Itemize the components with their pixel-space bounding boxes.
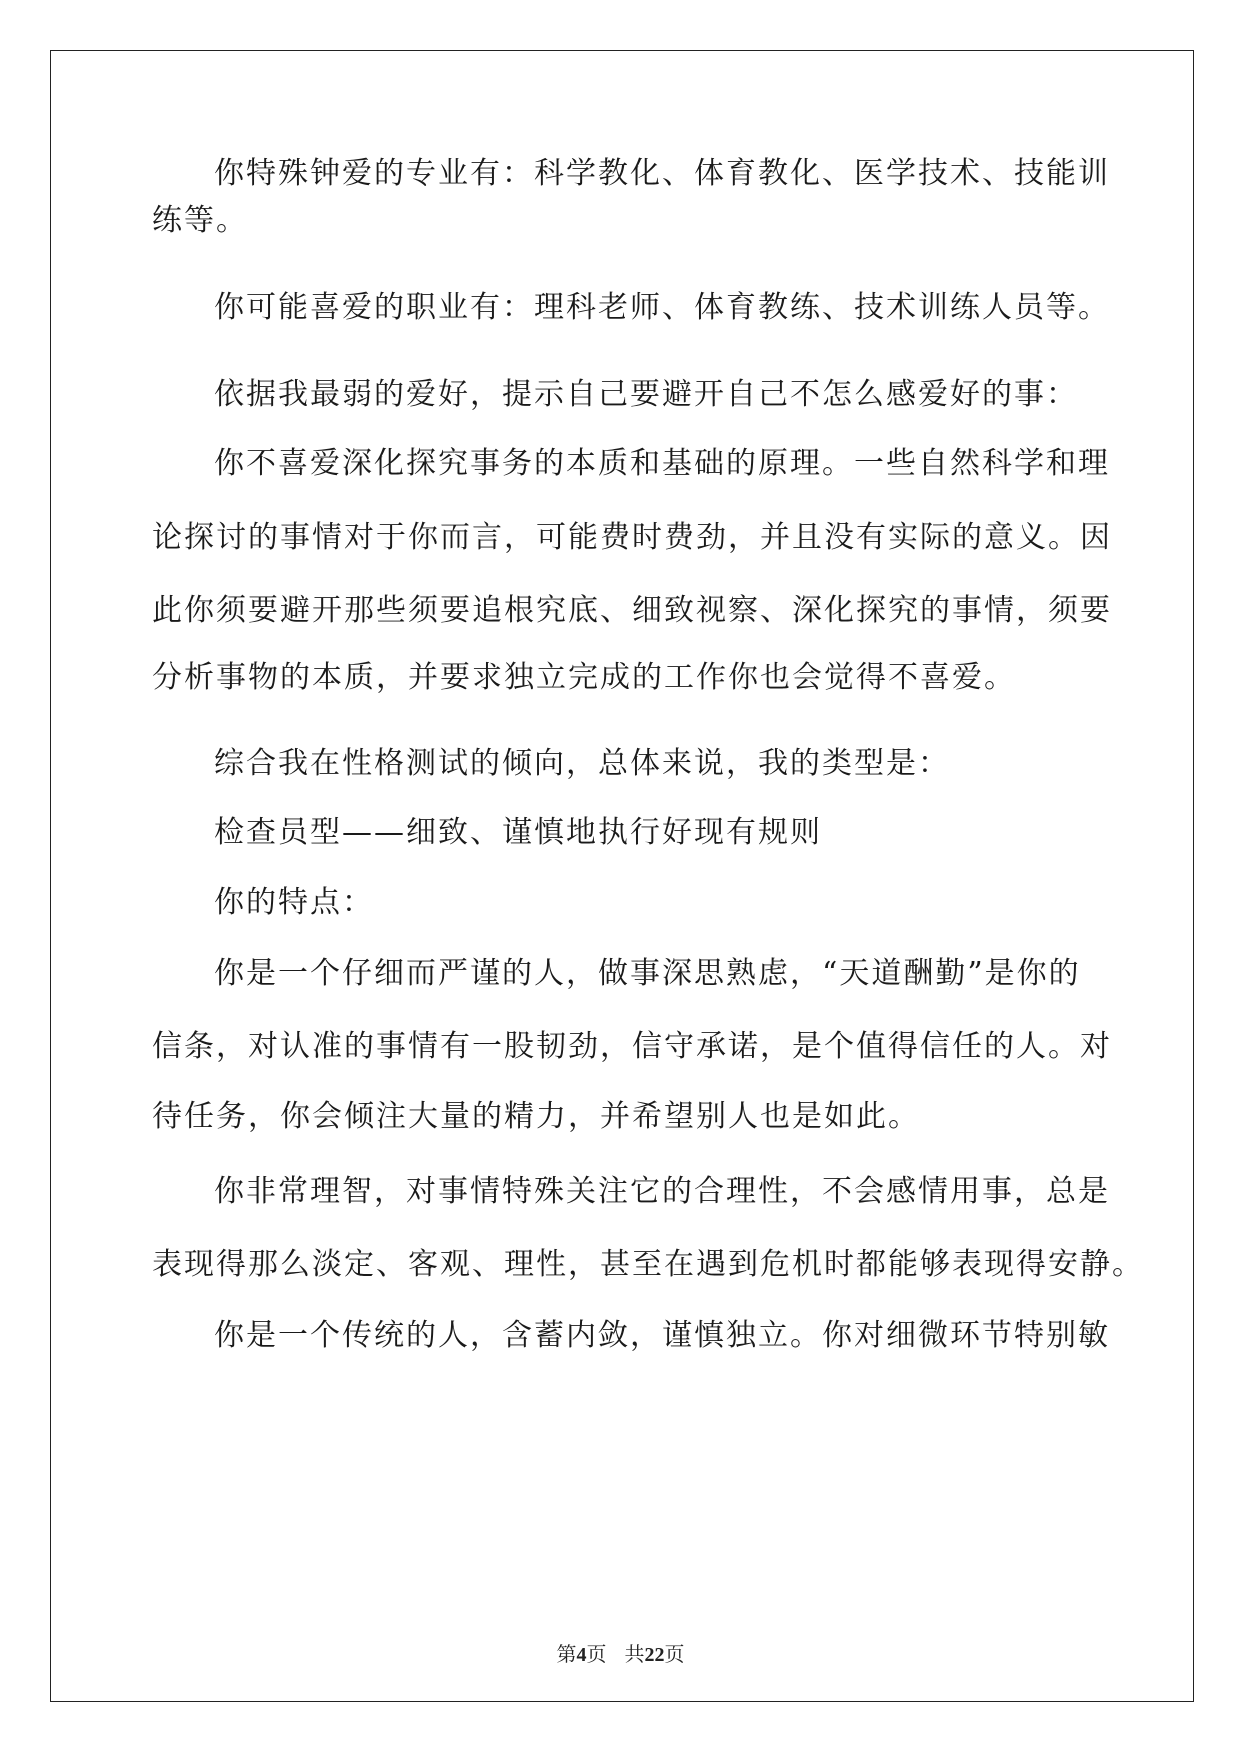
paragraph-line: 待任务，你会倾注大量的精力，并希望别人也是如此。	[152, 1099, 920, 1134]
paragraph-line: 此你须要避开那些须要追根究底、细致视察、深化探究的事情，须要	[152, 593, 1112, 628]
total-unit: 页	[664, 1644, 685, 1666]
page-unit: 页	[586, 1644, 607, 1666]
paragraph-line: 信条，对认准的事情有一股韧劲，信守承诺，是个值得信任的人。对	[152, 1029, 1112, 1064]
paragraph-line: 你是一个仔细而严谨的人，做事深思熟虑，“天道酬勤”是你的	[214, 956, 1081, 991]
page-current: 4	[576, 1644, 587, 1666]
paragraph-line: 你特殊钟爱的专业有：科学教化、体育教化、医学技术、技能训	[214, 156, 1110, 191]
paragraph-line: 你非常理智，对事情特殊关注它的合理性，不会感情用事，总是	[214, 1174, 1110, 1209]
paragraph-line: 表现得那么淡定、客观、理性，甚至在遇到危机时都能够表现得安静。	[152, 1247, 1144, 1282]
paragraph-line: 论探讨的事情对于你而言，可能费时费劲，并且没有实际的意义。因	[152, 520, 1112, 555]
paragraph-line: 检查员型——细致、谨慎地执行好现有规则	[214, 815, 822, 850]
paragraph-line: 综合我在性格测试的倾向，总体来说，我的类型是：	[214, 746, 950, 781]
page-prefix: 第	[556, 1644, 577, 1666]
paragraph-line: 练等。	[152, 203, 248, 238]
paragraph-line: 你不喜爱深化探究事务的本质和基础的原理。一些自然科学和理	[214, 446, 1110, 481]
paragraph-line: 依据我最弱的爱好，提示自己要避开自己不怎么感爱好的事：	[214, 377, 1078, 412]
paragraph-line: 你的特点：	[214, 885, 374, 920]
paragraph-line: 你是一个传统的人，含蓄内敛，谨慎独立。你对细微环节特别敏	[214, 1318, 1110, 1353]
paragraph-line: 分析事物的本质，并要求独立完成的工作你也会觉得不喜爱。	[152, 660, 1016, 695]
paragraph-line: 你可能喜爱的职业有：理科老师、体育教练、技术训练人员等。	[214, 290, 1110, 325]
page-footer	[0, 1642, 1241, 1668]
page-total: 22	[644, 1644, 665, 1666]
total-prefix: 共	[624, 1644, 645, 1666]
